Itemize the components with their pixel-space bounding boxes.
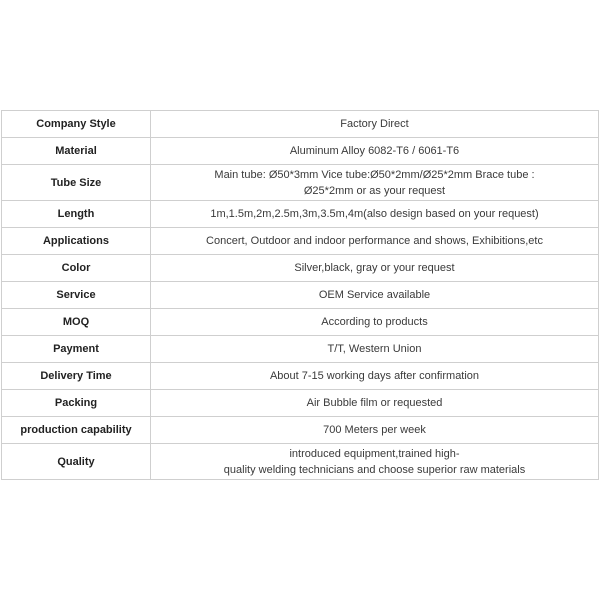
row-label: Material [2, 138, 151, 165]
spec-table [1, 110, 599, 480]
table-row [2, 444, 599, 480]
row-value [151, 111, 599, 138]
row-value [151, 417, 599, 444]
table-row [2, 309, 599, 336]
table-row [2, 282, 599, 309]
value-line: introduced equipment,trained high- [289, 447, 460, 460]
table-row [2, 201, 599, 228]
row-label: Length [2, 201, 151, 228]
value-line: Concert, Outdoor and indoor performance and shows, Exhibitions,etc [206, 235, 543, 247]
row-label: Quality [2, 444, 151, 480]
table-row [2, 417, 599, 444]
value-line: Factory Direct [340, 118, 409, 130]
table-row [2, 228, 599, 255]
row-label: Company Style [2, 111, 151, 138]
value-line: 700 Meters per week [323, 424, 426, 436]
row-label: Delivery Time [2, 363, 151, 390]
value-line: According to products [321, 316, 428, 328]
table-row [2, 336, 599, 363]
row-label: Service [2, 282, 151, 309]
row-value [151, 282, 599, 309]
value-line: Aluminum Alloy 6082-T6 / 6061-T6 [289, 145, 460, 157]
row-label: Applications [2, 228, 151, 255]
row-value [151, 255, 599, 282]
value-line: OEM Service available [318, 289, 431, 301]
table-row [2, 138, 599, 165]
row-value [151, 201, 599, 228]
row-label: MOQ [2, 309, 151, 336]
row-value [151, 336, 599, 363]
row-value [151, 390, 599, 417]
value-line: Main tube: Ø50*3mm Vice tube:Ø50*2mm/Ø25*2mm Brace tube : [214, 168, 535, 181]
value-line: T/T, Western Union [327, 343, 422, 355]
row-value [151, 138, 599, 165]
row-label: Tube Size [2, 165, 151, 201]
table-row [2, 165, 599, 201]
value-line: Air Bubble film or requested [306, 397, 443, 409]
row-value [151, 363, 599, 390]
row-label: Packing [2, 390, 151, 417]
value-line: Ø25*2mm or as your request [303, 184, 446, 197]
row-label: Color [2, 255, 151, 282]
table-row [2, 390, 599, 417]
value-line: Silver,black, gray or your request [294, 262, 455, 274]
value-line: 1m,1.5m,2m,2.5m,3m,3.5m,4m(also design based on your request) [210, 208, 539, 220]
row-value [151, 228, 599, 255]
value-line: About 7-15 working days after confirmation [269, 370, 480, 382]
table-row [2, 255, 599, 282]
value-line: quality welding technicians and choose superior raw materials [223, 463, 526, 476]
row-value [151, 165, 599, 201]
row-value [151, 309, 599, 336]
row-label: Payment [2, 336, 151, 363]
table-row [2, 363, 599, 390]
row-label: production capability [2, 417, 151, 444]
table-row [2, 111, 599, 138]
row-value [151, 444, 599, 480]
